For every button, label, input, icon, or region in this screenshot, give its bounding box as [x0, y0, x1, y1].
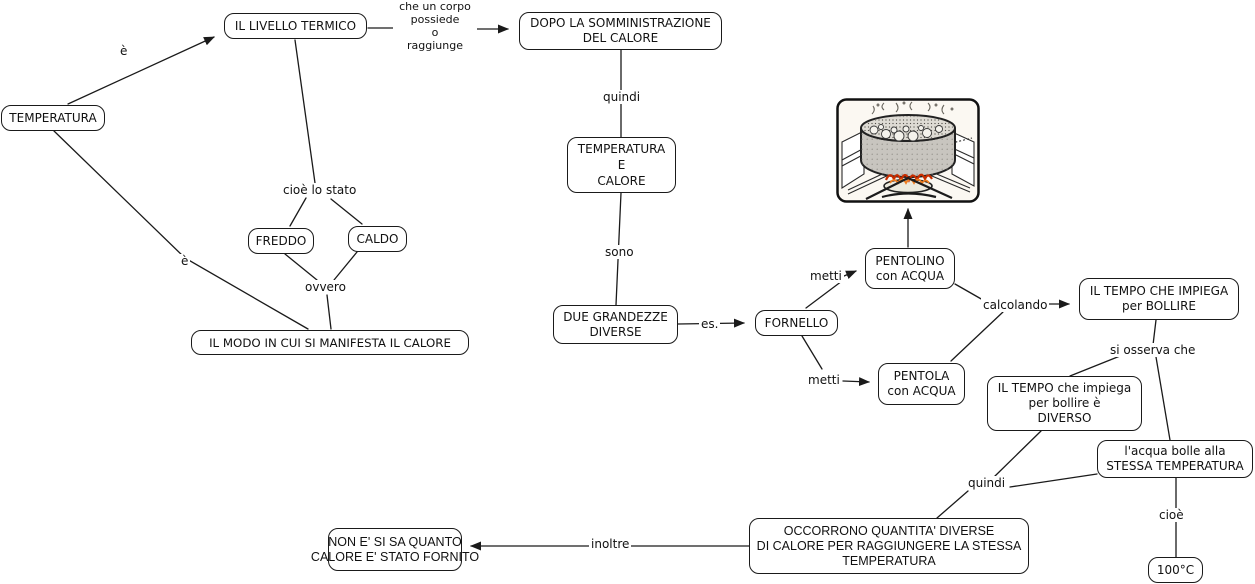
node-pentolino[interactable] [865, 248, 955, 289]
node-label: E [617, 158, 626, 172]
edge-calcolando-pentola [951, 312, 1003, 361]
node-label: FREDDO [255, 234, 307, 248]
node-label: DOPO LA SOMMINISTRAZIONE [530, 16, 711, 30]
edge-siosserva-acquabolle [1156, 357, 1170, 440]
node-temperatura[interactable] [1, 105, 105, 131]
node-label: CALORE [597, 174, 646, 188]
node-tempo-diverso[interactable] [987, 376, 1142, 431]
edge-label-calcolando[interactable]: calcolando [983, 298, 1048, 312]
edge-temperatura-livello [68, 37, 214, 104]
edge-label-e-livello[interactable]: è [120, 44, 128, 58]
node-label: NON E' SI SA QUANTO [328, 534, 462, 549]
node-pentola[interactable] [878, 363, 965, 405]
node-label: per bollire è [1028, 396, 1101, 410]
edge-label-cioe-lo-stato[interactable]: cioè lo stato [283, 183, 357, 197]
node-label: DIVERSE [589, 324, 642, 339]
edge-label-line: possiede [410, 13, 460, 26]
node-label: TEMPERATURA [842, 553, 936, 568]
node-acqua-bolle[interactable] [1097, 440, 1253, 478]
edge-tempodiverso-quindi [994, 431, 1041, 477]
node-label: DUE GRANDEZZE [563, 309, 668, 324]
edge-label-si-osserva-che[interactable]: si osserva che [1110, 343, 1196, 357]
edge-metti-pentola-arrow [843, 381, 869, 382]
edge-label-line: raggiunge [407, 39, 463, 52]
node-label: CALDO [356, 232, 399, 246]
edge-tempobollire-siosserva [1153, 320, 1156, 345]
edge-label-metti-pentola[interactable]: metti [808, 373, 840, 387]
node-label: PENTOLINO [875, 253, 945, 268]
node-label: IL MODO IN CUI SI MANIFESTA IL CALORE [209, 335, 451, 350]
node-label: STESSA TEMPERATURA [1106, 459, 1244, 473]
pot [861, 115, 955, 177]
edge-label-inoltre[interactable]: inoltre [591, 537, 630, 551]
edge-label-che-un-corpo[interactable] [393, 0, 477, 52]
node-label: con ACQUA [887, 384, 956, 398]
edge-quindi-occorrono [937, 491, 968, 518]
node-livello-termico[interactable] [224, 13, 367, 39]
edge-label-sono[interactable]: sono [605, 245, 634, 259]
edge-fornello-metti-pentola [802, 336, 822, 369]
node-temperatura-e-calore[interactable] [567, 137, 676, 193]
edge-cioestato-caldo [331, 199, 362, 224]
edge-label-line: o [431, 26, 439, 39]
node-label: DIVERSO [1037, 411, 1092, 425]
edge-cioestato-freddo [290, 198, 306, 226]
node-label: IL TEMPO CHE IMPIEGA [1089, 284, 1229, 298]
node-label: TEMPERATURA [577, 142, 666, 156]
node-label: TEMPERATURA [9, 111, 97, 125]
edge-ovvero-modo [327, 295, 331, 329]
node-fornello[interactable] [755, 310, 838, 336]
edge-label-quindi-bottom[interactable]: quindi [968, 476, 1006, 490]
node-dopo-somministrazione[interactable] [519, 12, 722, 50]
edge-label-ovvero[interactable]: ovvero [305, 280, 346, 294]
edge-label-cioe-100[interactable]: cioè [1159, 508, 1184, 522]
edge-label-line: che un corpo [399, 0, 471, 13]
node-freddo[interactable] [248, 228, 314, 254]
node-100-gradi[interactable] [1148, 557, 1203, 583]
edge-label-metti-pentolino[interactable]: metti [810, 269, 842, 283]
edge-freddo-ovvero [285, 254, 317, 280]
edge-livello-cioestato [295, 40, 315, 183]
edge-metti-pentolino-arrow [844, 271, 856, 276]
edge-caldo-ovvero [334, 252, 357, 280]
edge-siosserva-tempodiverso [1070, 356, 1120, 376]
node-label: FORNELLO [764, 316, 829, 330]
node-label: l'acqua bolle alla [1124, 444, 1226, 458]
node-label: IL LIVELLO TERMICO [234, 19, 357, 33]
node-modo-manifesta[interactable] [191, 330, 469, 355]
node-label: OCCORRONO QUANTITA' DIVERSE [783, 523, 995, 538]
edge-label-quindi-top[interactable]: quindi [603, 90, 641, 104]
edge-label-e-modo[interactable]: è [181, 254, 189, 268]
node-label: PENTOLA [893, 369, 950, 383]
node-due-grandezze[interactable] [553, 305, 678, 344]
node-label: CALORE E' STATO FORNITO [310, 549, 480, 564]
edge-fornello-metti-pentolino [806, 281, 842, 308]
node-label: DEL CALORE [582, 31, 659, 45]
node-caldo[interactable] [348, 226, 407, 252]
node-label: con ACQUA [875, 268, 945, 283]
node-label: 100°C [1156, 563, 1195, 577]
node-label: per BOLLIRE [1121, 299, 1197, 313]
node-tempo-bollire[interactable] [1079, 278, 1239, 320]
edge-label-es[interactable]: es. [701, 317, 719, 331]
node-non-si-sa[interactable] [310, 528, 480, 571]
boiling-pot-image [836, 98, 980, 203]
node-label: IL TEMPO che impiega [997, 381, 1132, 395]
node-label: DI CALORE PER RAGGIUNGERE LA STESSA [756, 538, 1022, 553]
node-occorrono-quantita[interactable] [749, 518, 1029, 574]
edge-quindi-acquabolle [1010, 474, 1097, 487]
boiling-pot-illustration [836, 98, 980, 203]
